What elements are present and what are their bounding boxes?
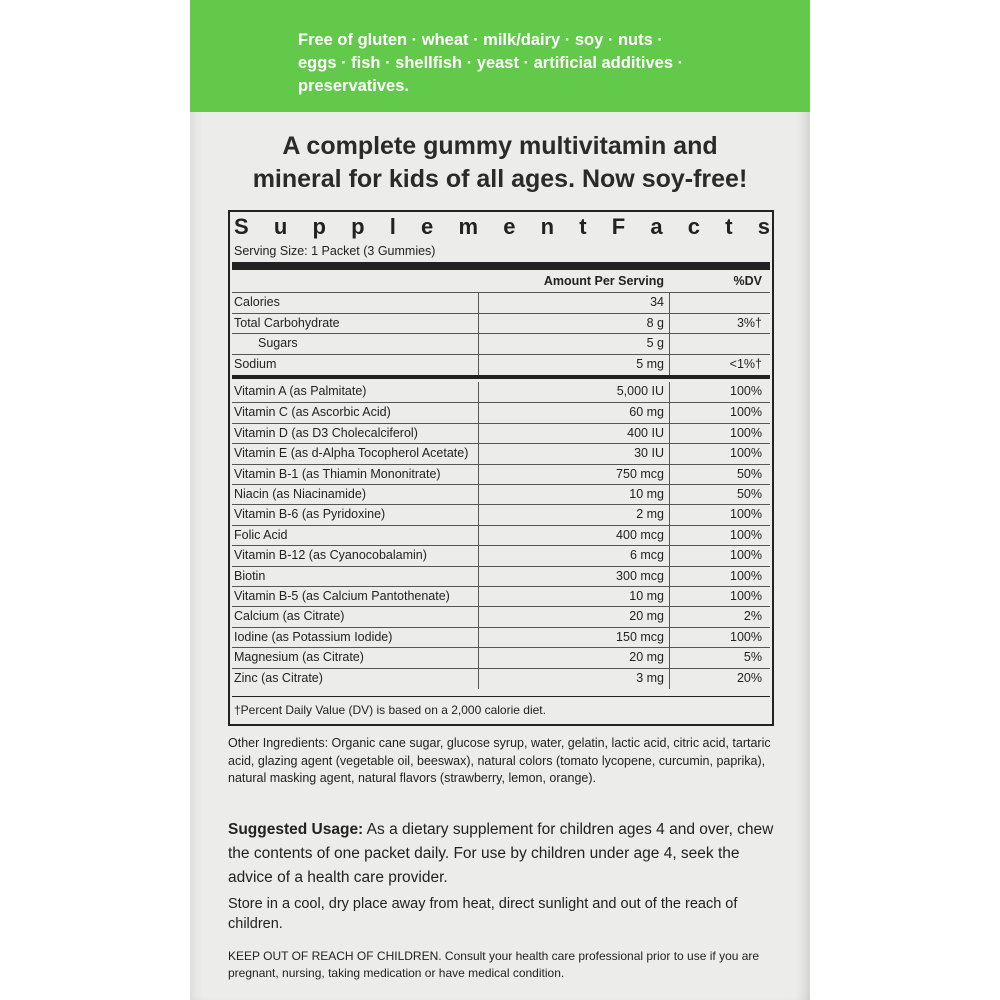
nutrient-dv: <1%† [729,356,762,371]
title-letter: s [757,214,770,239]
nutrient-name: Vitamin B-1 (as Thiamin Mononitrate) [234,466,441,481]
nutrient-dv: 50% [736,466,762,481]
nutrient-name: Folic Acid [234,527,288,542]
facts-row [232,354,770,374]
column-divider [478,424,479,444]
nutrient-amount: 10 mg [629,589,664,603]
column-divider [478,587,479,607]
nutrient-amount: 20 mg [629,650,664,665]
column-divider [669,669,670,689]
nutrient-name: Calories [234,295,280,309]
nutrient-amount: 750 mcg [616,466,664,481]
facts-row [232,313,770,333]
title-letter: e [421,214,434,239]
nutrient-name: Vitamin A (as Palmitate) [234,384,367,398]
column-divider [669,403,670,423]
column-divider [478,403,479,423]
nutrient-dv: 100% [730,425,762,440]
nutrient-amount: 10 mg [629,487,664,501]
nutrient-name: Calcium (as Citrate) [234,609,345,624]
nutrient-name: Vitamin B-6 (as Pyridoxine) [234,507,386,522]
nutrient-dv: 100% [730,589,762,603]
nutrient-dv: 2% [743,609,762,624]
tagline-line-1: A complete gummy multivitamin and [282,132,718,160]
nutrient-name: Vitamin C (as Ascorbic Acid) [234,405,391,420]
nutrient-amount: 300 mcg [616,568,664,583]
column-divider [669,505,670,525]
nutrient-amount: 60 mg [629,405,664,420]
nutrient-name: Zinc (as Citrate) [234,670,323,685]
column-divider [669,628,670,648]
column-divider [669,382,670,402]
facts-row [232,333,770,353]
column-divider [478,293,479,313]
nutrient-name: Vitamin B-5 (as Calcium Pantothenate) [234,589,450,603]
facts-row [232,627,770,647]
product-tagline [190,130,810,196]
title-letter: t [579,214,587,239]
nutrient-amount: 150 mcg [616,629,664,644]
facts-row [232,464,770,484]
column-divider [669,485,670,505]
allergen-line-1: Free of gluten · wheat · milk/dairy · soy · nuts · [298,31,663,49]
nutrient-name: Vitamin E (as d-Alpha Tocopherol Acetate) [234,446,469,461]
amount-per-serving-header: Amount Per Serving [543,274,664,288]
nutrient-amount: 6 mcg [629,548,664,563]
column-divider [478,334,479,354]
column-divider [669,607,670,627]
facts-header-row [230,272,772,292]
title-letter: e [503,214,516,239]
nutrient-amount: 3 mg [636,670,664,685]
column-divider [478,648,479,668]
footnote-divider [232,696,770,697]
nutrient-name: Sugars [258,336,298,350]
facts-row [232,423,770,443]
title-letter: F [611,214,626,239]
nutrient-amount: 2 mg [636,507,664,522]
nutrient-dv: 50% [736,487,762,501]
facts-row [232,606,770,626]
column-divider [669,465,670,485]
usage-text: As a dietary supplement for children ages 4 and over, chew the contents of one packet daily. For use by children under age 4, seek the advice of a health care provider. [228,821,774,886]
nutrient-dv: 100% [730,629,762,644]
nutrient-dv: 100% [730,405,762,420]
nutrient-dv: 100% [730,446,762,461]
other-ingredients: Other Ingredients: Organic cane sugar, glucose syrup, water, gelatin, lactic acid, citric acid, tartaric acid, glazing agent (vegetable oil, beeswax), natural colors (tomato lycopene, curcumin, paprika), natural masking agent, natural flavors (strawberry, lemon, orange). [228,736,771,785]
column-divider [478,485,479,505]
allergen-line-3: preservatives. [298,77,409,95]
nutrient-amount: 5 mg [636,356,664,371]
title-letter: p [351,214,365,239]
facts-row [232,525,770,545]
nutrient-name: Magnesium (as Citrate) [234,650,364,665]
column-divider [478,526,479,546]
title-letter: a [650,214,663,239]
nutrient-dv: 100% [730,568,762,583]
column-divider [669,444,670,464]
column-divider [478,628,479,648]
nutrient-amount: 20 mg [629,609,664,624]
title-letter: S [234,214,249,239]
column-divider [669,424,670,444]
nutrient-name: Total Carbohydrate [234,315,340,330]
nutrient-dv: 100% [730,507,762,522]
nutrient-name: Niacin (as Niacinamide) [234,487,366,501]
nutrient-dv: 3%† [736,315,762,330]
facts-row [232,443,770,463]
nutrient-amount: 34 [650,295,664,309]
column-divider [669,567,670,587]
facts-row [232,504,770,524]
facts-row [232,586,770,606]
dv-footnote: †Percent Daily Value (DV) is based on a 2,000 calorie diet. [234,703,546,717]
title-letter: m [458,214,479,239]
nutrient-name: Vitamin B-12 (as Cyanocobalamin) [234,548,427,563]
title-letter: c [687,214,701,239]
facts-row [232,545,770,565]
supplement-facts-panel [228,210,774,726]
column-divider [669,293,670,313]
column-divider [669,587,670,607]
nutrient-name: Iodine (as Potassium Iodide) [234,629,393,644]
tagline-line-2: mineral for kids of all ages. Now soy-free! [252,165,748,193]
title-letter: l [389,214,396,239]
title-letter: u [273,214,288,239]
allergen-text [298,29,718,98]
facts-row [232,484,770,504]
facts-row [232,566,770,586]
nutrient-dv: 100% [730,384,762,398]
suggested-usage [228,818,788,890]
column-divider [478,444,479,464]
dv-header: %DV [733,274,762,288]
nutrient-amount: 30 IU [634,446,664,461]
section-divider [232,375,770,379]
column-divider [478,382,479,402]
nutrient-dv: 100% [730,527,762,542]
facts-row [232,647,770,667]
column-divider [669,355,670,375]
column-divider [478,314,479,334]
facts-row [232,668,770,688]
nutrient-amount: 400 mcg [616,527,664,542]
thick-divider [232,262,770,270]
nutrient-dv: 100% [730,548,762,563]
nutrient-amount: 5,000 IU [616,384,664,398]
column-divider [478,607,479,627]
supplement-facts-title [234,214,770,240]
nutrient-name: Sodium [234,356,277,371]
column-divider [478,465,479,485]
column-divider [478,669,479,689]
column-divider [669,314,670,334]
column-divider [669,526,670,546]
facts-row [232,402,770,422]
nutrient-name: Vitamin D (as D3 Cholecalciferol) [234,425,418,440]
nutrient-dv: 20% [736,670,762,685]
column-divider [669,546,670,566]
column-divider [478,546,479,566]
column-divider [478,505,479,525]
nutrient-amount: 8 g [646,315,664,330]
column-divider [478,567,479,587]
title-letter: t [725,214,733,239]
nutrient-amount: 5 g [646,336,664,350]
nutrient-amount: 400 IU [627,425,664,440]
package-panel [190,0,810,1000]
column-divider [669,334,670,354]
title-letter: p [312,214,326,239]
serving-size: Serving Size: 1 Packet (3 Gummies) [234,244,436,258]
nutrient-dv: 5% [743,650,762,665]
column-divider [478,355,479,375]
warning-text: KEEP OUT OF REACH OF CHILDREN. Consult your health care professional prior to use if you are pregnant, nursing, taking medication or have medical condition. [228,949,760,980]
nutrient-name: Biotin [234,568,266,583]
allergen-line-2: eggs · fish · shellfish · yeast · artificial additives · [298,54,684,72]
allergen-banner [190,0,810,112]
title-letter: n [540,214,555,239]
usage-label: Suggested Usage: [228,821,364,838]
storage-instructions: Store in a cool, dry place away from heat, direct sunlight and out of the reach of children. [228,896,738,932]
column-divider [669,648,670,668]
facts-row [232,292,770,312]
facts-row [232,382,770,402]
